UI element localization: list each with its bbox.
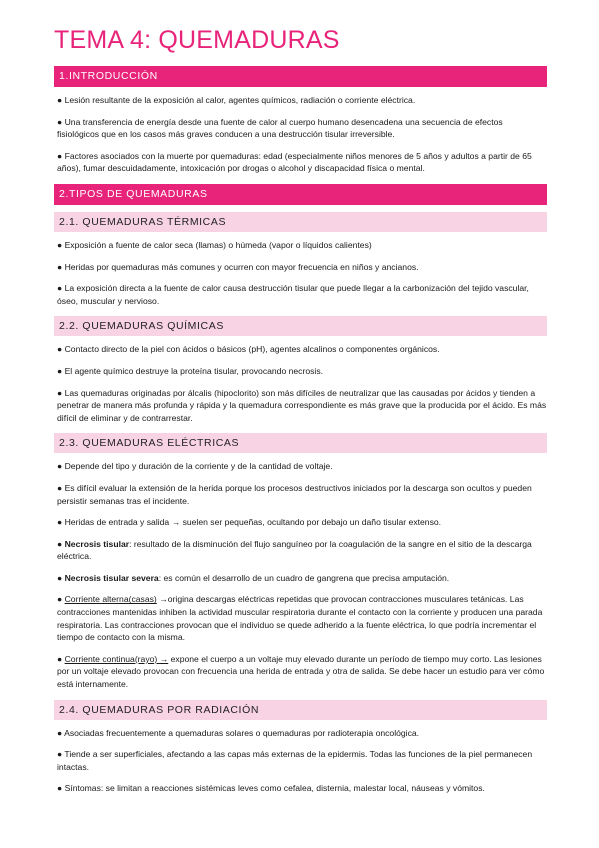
paragraph: ● Depende del tipo y duración de la corriente y de la cantidad de voltaje. [57,461,333,472]
bold-term: Necrosis tisular severa [64,572,159,583]
paragraph: ● Tiende a ser superficiales, afectando a las capas más externas de la epidermis. Todas las funciones de la piel permanecen intactas. [57,749,533,772]
paragraph: ● Es difícil evaluar la extensión de la herida porque los procesos destructivos iniciados por la descarga son ocultos y pueden persistir semanas tras el incidente. [57,482,532,506]
paragraph: ● Asociadas frecuentemente a quemaduras solares o quemaduras por radioterapia oncológica. [57,727,420,738]
paragraph: ● Las quemaduras originadas por álcalis (hipoclorito) son más difíciles de neutralizar que las causadas por ácidos y tienden a penetrar de manera más profunda y rápida y la quemadura correspondiente es más grave que la producida por el ácido. Es más difícil de eliminar y de contrarrestar. [57,387,547,423]
paragraph: ● Heridas de entrada y salida → suelen ser pequeñas, ocultando por debajo un daño tisular extenso. [57,517,442,528]
paragraph: ● Factores asociados con la muerte por quemaduras: edad (especialmente niños menores de 5 años y adultos a partir de 65 años), fumar descuidadamente, intoxicación por drogas o alcohol y discapacidad física o mental. [57,150,532,174]
bullet: ● [57,594,65,605]
underlined-term: Corriente alterna(casas) [64,594,157,605]
subsection-heading-radiacion: 2.4. QUEMADURAS POR RADIACIÓN [54,700,547,720]
underlined-term: Corriente continua(rayo) → [64,653,169,664]
paragraph: ● Lesión resultante de la exposición al calor, agentes químicos, radiación o corriente eléctrica. [57,95,416,105]
paragraph-text: : resultado de la disminución del flujo sanguíneo por la coagulación de la sangre en el sitio de la descarga eléctrica. [57,538,532,562]
paragraph [57,538,547,563]
paragraph-text: →origina descargas eléctricas repetidas que provocan contracciones musculares tetánicas. Las contracciones mantenidas inhiben la actividad muscular respiratoria durante el contacto con la corriente y producen una parada respiratoria. Las contracciones provocan que el individuo se quede adherido a la fuente eléctrica, lo que podría incrementar el tiempo de contacto con la misma. [57,594,543,643]
paragraph: ● La exposición directa a la fuente de calor causa destrucción tisular que puede llegar a la carbonización del tejido vascular, óseo, muscular y nervioso. [57,283,529,306]
paragraph: ● Síntomas: se limitan a reacciones sistémicas leves como cefalea, disternia, malestar local, náuseas y vómitos. [57,783,485,794]
paragraph-text: expone el cuerpo a un voltaje muy elevado durante un período de tiempo muy corto. Las lesiones por un voltaje elevado provocan con frecuencia una herida de entrada y otra de salida. Se debe hacer un estudio para ver cómo está internamente. [57,653,545,690]
paragraph: ● Una transferencia de energía desde una fuente de calor al cuerpo humano desencadena una secuencia de efectos fisiológicos que en los casos más graves conducen a una destrucción tisular irreversible. [57,116,503,140]
section-heading-introduccion: 1.INTRODUCCIÓN [54,66,547,87]
subsection-heading-quimicas: 2.2. QUEMADURAS QUÍMICAS [54,316,547,336]
bullet: ● [57,572,65,583]
paragraph: ● Exposición a fuente de calor seca (llamas) o húmeda (vapor o líquidos calientes) [57,239,372,250]
paragraph [57,593,547,643]
paragraph: ● Heridas por quemaduras más comunes y ocurren con mayor frecuencia en niños y ancianos. [57,261,419,272]
page-title: TEMA 4: QUEMADURAS [54,26,340,54]
bold-term: Necrosis tisular [64,538,130,549]
paragraph-text: : es común el desarrollo de un cuadro de gangrena que precisa amputación. [158,572,450,583]
paragraph: ● Contacto directo de la piel con ácidos o básicos (pH), agentes alcalinos o componentes orgánicos. [57,344,440,355]
subsection-heading-termicas: 2.1. QUEMADURAS TÉRMICAS [54,212,547,232]
paragraph [57,572,547,585]
paragraph [57,653,547,691]
paragraph: ● El agente químico destruye la proteína tisular, provocando necrosis. [57,365,324,376]
section-heading-tipos: 2.TIPOS DE QUEMADURAS [54,184,547,205]
subsection-heading-electricas: 2.3. QUEMADURAS ELÉCTRICAS [54,433,547,453]
bullet: ● [57,653,65,664]
bullet: ● [57,538,65,549]
